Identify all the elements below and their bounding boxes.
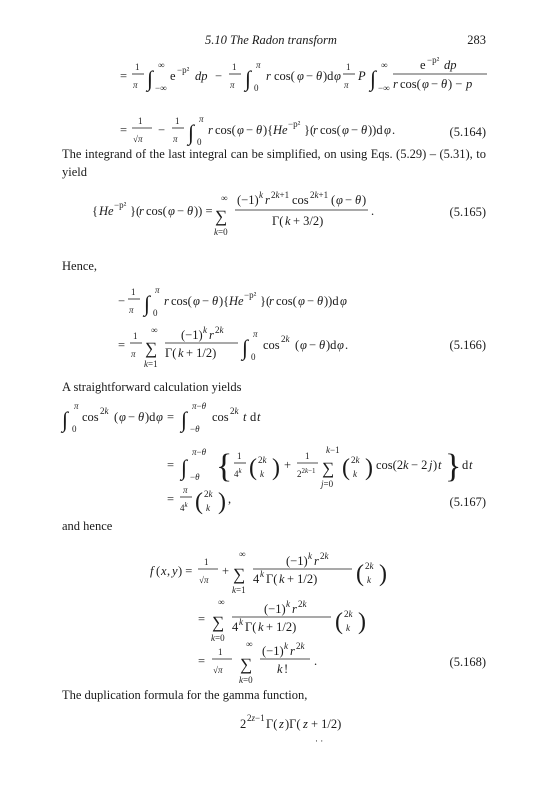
svg-text:φ: φ (334, 69, 341, 83)
svg-text:Γ(: Γ( (272, 214, 284, 228)
svg-text:)d: )d (145, 410, 156, 424)
svg-text:r: r (139, 204, 144, 218)
svg-text:−p²: −p² (177, 65, 190, 75)
svg-text:cos(: cos( (274, 69, 295, 83)
svg-text:π: π (74, 401, 79, 411)
svg-text:.: . (314, 654, 318, 668)
svg-text:∫: ∫ (370, 66, 377, 91)
svg-text:)Γ(: )Γ( (285, 717, 301, 731)
svg-text:1: 1 (131, 287, 136, 297)
svg-text:2k: 2k (281, 334, 290, 344)
svg-text:cos(: cos( (276, 294, 297, 308)
svg-text:z: z (303, 717, 308, 731)
svg-text:∫: ∫ (147, 66, 154, 91)
svg-text:4k: 4$^k$ (234, 467, 242, 479)
svg-text:): ) (365, 455, 373, 481)
svg-text:1: 1 (232, 62, 237, 72)
svg-text:=: = (120, 123, 128, 137)
svg-text:θ: θ (187, 204, 194, 218)
svg-text:dp: dp (444, 58, 457, 72)
svg-text:φ: φ (337, 338, 344, 352)
svg-text:Γ(: Γ( (245, 620, 257, 634)
equation-number: (5.166) (449, 338, 486, 352)
svg-text:θ: θ (138, 410, 145, 424)
svg-text:r: r (393, 77, 398, 91)
svg-text:) −: ) − (448, 77, 463, 91)
equation-number: (5.164) (449, 125, 486, 139)
svg-text:∞: ∞ (158, 60, 165, 70)
svg-text:){: ){ (263, 123, 274, 137)
svg-text:t: t (438, 458, 442, 472)
svg-text:cos: cos (82, 410, 99, 424)
svg-text:+ 3/2): + 3/2) (293, 214, 324, 228)
svg-text:−: − (431, 77, 439, 91)
svg-text:2z−1: 2z−1 (247, 713, 265, 723)
svg-text:−∞: −∞ (155, 83, 167, 93)
svg-text:k: k (258, 620, 264, 634)
svg-text:(−1): (−1) (181, 328, 203, 342)
svg-text:k: k (239, 617, 243, 627)
svg-text:π: π (230, 80, 235, 90)
equation-partial-bottom (0, 706, 548, 746)
svg-text:π−θ: π−θ (192, 447, 207, 457)
svg-text:r: r (269, 294, 274, 308)
svg-text:){: ){ (219, 294, 230, 308)
svg-text:∫: ∫ (144, 291, 151, 316)
svg-text:k: k (403, 458, 409, 472)
svg-text:π: π (131, 349, 136, 359)
svg-text:1: 1 (204, 557, 209, 567)
svg-text:=: = (167, 410, 175, 424)
svg-text:+: + (222, 564, 230, 578)
svg-text:(: ( (342, 455, 350, 481)
svg-text:−p²: −p² (114, 200, 127, 210)
svg-text:cos: cos (212, 410, 229, 424)
svg-text:cos(: cos( (320, 123, 341, 137)
svg-text:−: − (215, 69, 223, 83)
svg-text:1: 1 (133, 331, 138, 341)
svg-text:k: k (259, 190, 263, 200)
svg-text:k: k (285, 214, 291, 228)
svg-text:−: − (309, 338, 317, 352)
svg-text:.: . (371, 204, 375, 218)
svg-text:θ: θ (212, 294, 219, 308)
svg-text:1: 1 (237, 451, 242, 461)
svg-text:p: p (466, 77, 473, 91)
svg-text:−: − (307, 294, 315, 308)
svg-text:k−1: k−1 (326, 445, 340, 455)
svg-text:{: { (216, 448, 233, 485)
svg-text:−: − (345, 193, 353, 207)
svg-text:φ: φ (342, 123, 349, 137)
svg-text:−: − (118, 294, 126, 308)
svg-text:∑: ∑ (322, 459, 335, 478)
svg-text:0: 0 (251, 352, 256, 362)
svg-text:k: k (206, 503, 210, 513)
svg-text:φ: φ (193, 294, 200, 308)
svg-text:π: π (129, 305, 134, 315)
svg-text:=: = (118, 338, 126, 352)
svg-text:(: ( (249, 455, 257, 481)
svg-text:π: π (155, 285, 160, 295)
svg-text:√π: √π (213, 665, 223, 675)
svg-text:2k: 2k (365, 561, 374, 571)
svg-text:∑: ∑ (233, 565, 246, 584)
svg-text:2k: 2k (100, 406, 109, 416)
svg-text:)d: )d (323, 69, 334, 83)
svg-text:θ: θ (361, 123, 368, 137)
svg-text:,: , (228, 492, 232, 506)
svg-text:1: 1 (135, 62, 140, 72)
svg-text:He: He (273, 123, 288, 137)
svg-text:k=1: k=1 (232, 585, 246, 595)
svg-text:k=1: k=1 (144, 359, 158, 369)
svg-text:−p²: −p² (244, 290, 257, 300)
running-header-title: 5.10 The Radon transform (205, 33, 337, 47)
svg-text:2k: 2k (215, 325, 224, 335)
svg-text:∞: ∞ (221, 193, 228, 203)
svg-text:−p²: −p² (427, 55, 440, 65)
svg-text:2k: 2k (204, 489, 213, 499)
svg-text:+ 1/2): + 1/2) (287, 572, 318, 586)
svg-text:−: − (351, 123, 359, 137)
svg-text:φ: φ (119, 410, 126, 424)
svg-text:t: t (257, 410, 261, 424)
svg-text:cos(2: cos(2 (376, 458, 404, 472)
svg-text:(−1): (−1) (264, 602, 286, 616)
svg-text:r: r (292, 602, 297, 616)
svg-text:k: k (260, 469, 264, 479)
paragraph: Hence, (62, 259, 98, 273)
svg-text:2k+1: 2k+1 (271, 190, 290, 200)
svg-text:2k: 2k (258, 455, 267, 465)
svg-text:2: 2 (240, 717, 247, 731)
svg-text:∫: ∫ (181, 455, 188, 480)
svg-text:cos(: cos( (171, 294, 192, 308)
svg-text:(: ( (156, 564, 161, 578)
svg-text:(−1): (−1) (286, 554, 308, 568)
svg-text:∑: ∑ (145, 339, 158, 358)
svg-text:t: t (469, 458, 473, 472)
equation-number: (5.167) (449, 495, 486, 509)
svg-text:k: k (203, 325, 207, 335)
svg-text:· ·: · · (315, 736, 324, 746)
paragraph: The integrand of the last integral can be simplified, on using Eqs. (5.29) – (5.31), to yield (62, 147, 486, 179)
svg-text:): ) (358, 609, 366, 635)
svg-text:))d: ))d (324, 294, 339, 308)
svg-text:+ 1/2): + 1/2) (186, 346, 217, 360)
svg-text:k: k (279, 572, 285, 586)
svg-text:k: k (286, 599, 290, 609)
svg-text:2k: 2k (351, 455, 360, 465)
svg-text:φ: φ (237, 123, 244, 137)
svg-text:−: − (177, 204, 185, 218)
svg-text:π: π (173, 134, 178, 144)
svg-text:1: 1 (175, 116, 180, 126)
svg-text:∞: ∞ (239, 549, 246, 559)
svg-text:z: z (279, 717, 284, 731)
svg-text:He: He (99, 204, 114, 218)
svg-text:k: k (367, 575, 371, 585)
svg-text:d: d (250, 410, 257, 424)
equation-number: (5.168) (449, 655, 486, 669)
svg-text:e: e (420, 58, 426, 72)
svg-text:2k+1: 2k+1 (310, 190, 329, 200)
svg-text:x: x (161, 564, 167, 578)
svg-text:cos(: cos( (400, 77, 421, 91)
svg-text:φ: φ (156, 410, 163, 424)
equation-number: (5.165) (449, 205, 486, 219)
svg-text:π: π (344, 80, 349, 90)
svg-text:Γ(: Γ( (266, 717, 278, 731)
svg-text:}: } (445, 448, 462, 485)
svg-text:∞: ∞ (381, 60, 388, 70)
svg-text:π: π (183, 485, 188, 495)
svg-text:.: . (392, 123, 396, 137)
svg-text:1: 1 (305, 451, 310, 461)
svg-text:−: − (306, 69, 314, 83)
svg-text:j: j (429, 458, 433, 472)
svg-text:Γ(: Γ( (165, 346, 177, 360)
svg-text:θ: θ (316, 69, 323, 83)
paragraph: and hence (62, 519, 113, 533)
svg-text:−θ: −θ (190, 472, 200, 482)
svg-text:(: ( (335, 609, 343, 635)
svg-text:t: t (243, 410, 247, 424)
svg-text:1: 1 (218, 647, 223, 657)
svg-text:∑: ∑ (215, 207, 228, 226)
svg-text:1: 1 (346, 62, 351, 72)
svg-text:√π: √π (133, 134, 143, 144)
svg-text:k=0: k=0 (214, 227, 228, 237)
svg-text:(: ( (331, 193, 336, 207)
svg-text:r: r (265, 193, 270, 207)
svg-text:k=0: k=0 (239, 675, 253, 685)
svg-text:π−θ: π−θ (192, 401, 207, 411)
svg-text:He: He (229, 294, 244, 308)
svg-text:−∞: −∞ (378, 83, 390, 93)
svg-text:π: π (256, 60, 261, 70)
svg-text:d: d (462, 458, 469, 472)
svg-text:(: ( (295, 338, 300, 352)
svg-text:2k: 2k (344, 609, 353, 619)
svg-text:P: P (358, 69, 366, 83)
svg-text:4: 4 (232, 620, 239, 634)
svg-text:(: ( (356, 561, 364, 587)
svg-text:)) =: )) = (194, 204, 213, 218)
svg-text:k: k (308, 551, 312, 561)
svg-text:=: = (198, 612, 206, 626)
svg-text:π: π (199, 114, 204, 124)
svg-text:∫: ∫ (242, 335, 249, 360)
svg-text:4: 4 (253, 572, 260, 586)
svg-text:∑: ∑ (212, 613, 225, 632)
svg-text:Γ(: Γ( (266, 572, 278, 586)
svg-text:4k: 4$^k$ (180, 501, 188, 513)
svg-text:(: ( (114, 410, 119, 424)
svg-text:{: { (92, 204, 98, 218)
svg-text:j=0: j=0 (321, 479, 334, 489)
svg-text:2k: 2k (298, 599, 307, 609)
svg-text:∞: ∞ (151, 325, 158, 335)
svg-text:r: r (164, 294, 169, 308)
svg-text:,: , (167, 564, 171, 578)
svg-text:f: f (150, 564, 154, 578)
svg-text:+: + (284, 458, 292, 472)
svg-text:): ) (218, 489, 226, 515)
svg-text:θ: θ (355, 193, 362, 207)
svg-text:.: . (345, 338, 349, 352)
svg-text:φ: φ (300, 338, 307, 352)
svg-text:φ: φ (384, 123, 391, 137)
svg-text:=: = (198, 654, 206, 668)
svg-text:∑: ∑ (240, 655, 253, 674)
svg-text:r: r (314, 554, 319, 568)
svg-text:k: k (178, 346, 184, 360)
svg-text:φ: φ (298, 294, 305, 308)
svg-text:): ) (272, 455, 280, 481)
svg-text:0: 0 (153, 308, 158, 318)
svg-text:0: 0 (197, 137, 202, 147)
svg-text:√π: √π (199, 575, 209, 585)
svg-text:∫: ∫ (62, 407, 69, 432)
svg-text:=: = (167, 458, 175, 472)
page-number: 283 (467, 33, 486, 47)
svg-text:) =: ) = (178, 564, 193, 578)
svg-text:cos: cos (292, 193, 309, 207)
svg-text:=: = (167, 492, 175, 506)
svg-text:k: k (277, 662, 283, 676)
equation-5-165 (0, 185, 548, 255)
svg-text:−p²: −p² (288, 119, 301, 129)
svg-text:(−1): (−1) (262, 644, 284, 658)
svg-text:π: π (133, 80, 138, 90)
svg-text:2k: 2k (296, 641, 305, 651)
svg-text:−: − (158, 123, 166, 137)
equation-5-166 (0, 275, 548, 375)
svg-text:−θ: −θ (190, 424, 200, 434)
svg-text:+ 1/2): + 1/2) (311, 717, 342, 731)
paragraph: A straightforward calculation yields (62, 380, 242, 394)
svg-text:1: 1 (138, 116, 143, 126)
svg-text:k: k (284, 641, 288, 651)
svg-text:− 2: − 2 (411, 458, 428, 472)
svg-text:π: π (253, 329, 258, 339)
svg-text:}(: }( (130, 204, 141, 218)
svg-text:φ: φ (168, 204, 175, 218)
svg-text:∞: ∞ (218, 597, 225, 607)
svg-text:−: − (246, 123, 254, 137)
svg-text:): ) (362, 193, 367, 207)
svg-text:∫: ∫ (188, 120, 195, 145)
svg-text:dp: dp (195, 69, 208, 83)
svg-text:r: r (209, 328, 214, 342)
svg-text:2k: 2k (230, 406, 239, 416)
svg-text:(−1): (−1) (237, 193, 259, 207)
svg-text:k: k (353, 469, 357, 479)
svg-text:0: 0 (72, 424, 77, 434)
svg-text:))d: ))d (368, 123, 383, 137)
svg-text:+ 1/2): + 1/2) (266, 620, 297, 634)
svg-text:)d: )d (326, 338, 337, 352)
svg-text:φ: φ (297, 69, 304, 83)
svg-text:cos(: cos( (146, 204, 167, 218)
svg-text:∞: ∞ (246, 639, 253, 649)
svg-text:): ) (379, 561, 387, 587)
svg-text:r: r (313, 123, 318, 137)
svg-text:θ: θ (319, 338, 326, 352)
svg-text:22k−1: $2^{2k-1}$ (297, 467, 316, 479)
svg-text:cos(: cos( (215, 123, 236, 137)
svg-text:r: r (208, 123, 213, 137)
svg-text:φ: φ (336, 193, 343, 207)
svg-text:θ: θ (317, 294, 324, 308)
svg-text:∫: ∫ (181, 407, 188, 432)
svg-text:−: − (202, 294, 210, 308)
svg-text:cos: cos (263, 338, 280, 352)
svg-text:φ: φ (422, 77, 429, 91)
svg-text:k=0: k=0 (211, 633, 225, 643)
svg-text:θ: θ (441, 77, 448, 91)
svg-text:k: k (260, 569, 264, 579)
paragraph: The duplication formula for the gamma function, (62, 688, 308, 702)
svg-text:e: e (170, 69, 176, 83)
svg-text:θ: θ (256, 123, 263, 137)
svg-text:!: ! (284, 662, 289, 676)
svg-text:2k: 2k (320, 551, 329, 561)
svg-text:r: r (266, 69, 271, 83)
svg-text:−: − (128, 410, 136, 424)
svg-text:φ: φ (340, 294, 347, 308)
svg-text:}(: }( (260, 294, 271, 308)
equation-5-164-block (0, 50, 548, 160)
svg-text:}(: }( (304, 123, 315, 137)
svg-text:r: r (290, 644, 295, 658)
svg-text:k: k (346, 623, 350, 633)
svg-text:(: ( (195, 489, 203, 515)
svg-text:): ) (433, 458, 438, 472)
svg-text:0: 0 (254, 83, 259, 93)
svg-text:∫: ∫ (245, 66, 252, 91)
svg-text:y: y (172, 564, 178, 578)
svg-text:=: = (120, 69, 128, 83)
